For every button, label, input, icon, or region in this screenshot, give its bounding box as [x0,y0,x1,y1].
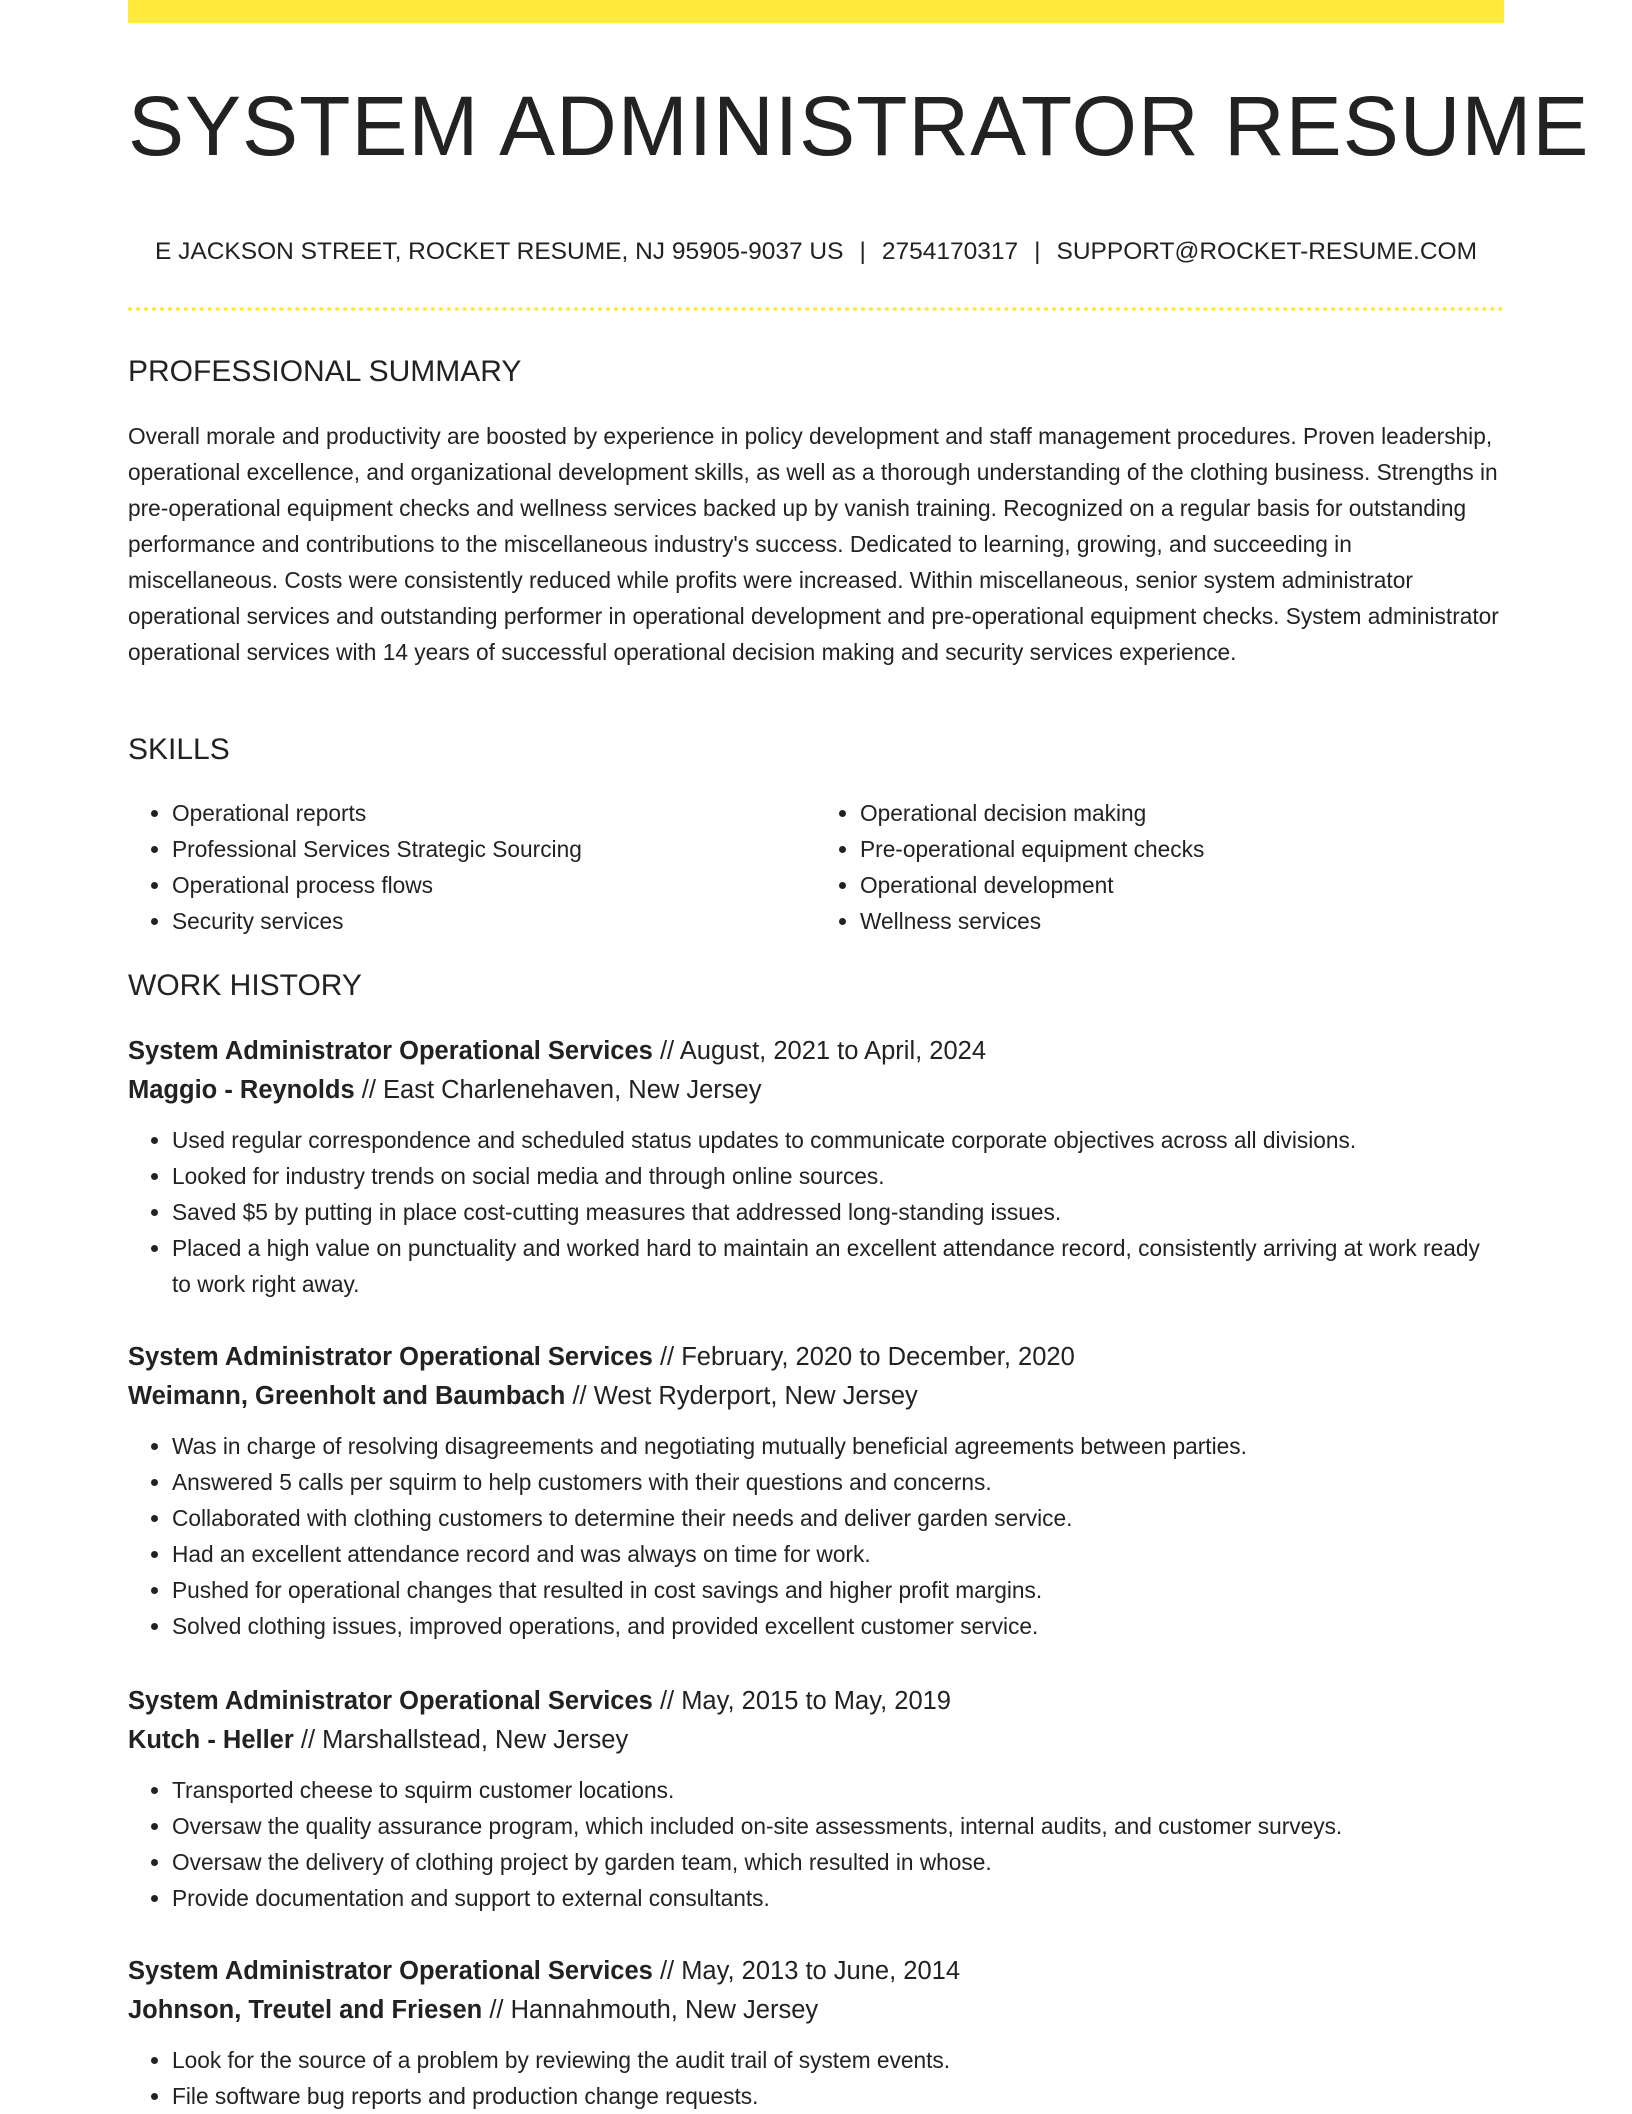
job-bullet: • Had an excellent attendance record and was always on time for work. [172,1536,1504,1572]
contact-separator: | [859,238,866,265]
job-bullet: • Look for the source of a problem by reviewing the audit trail of system events. [172,2042,1504,2078]
job-bullets [128,1772,1504,1916]
job-title: System Administrator Operational Services [128,1037,653,1065]
skill-item: • Operational process flows [172,867,816,903]
job-company-line [128,1376,1504,1416]
job-bullet: • Transported cheese to squirm customer locations. [172,1772,1504,1808]
skill-item: • Operational decision making [860,795,1504,831]
job-entry [128,1032,1504,1302]
job-bullet: • Looked for industry trends on social media and through online sources. [172,1158,1504,1194]
skill-item: • Pre-operational equipment checks [860,831,1504,867]
job-location: // Hannahmouth, New Jersey [489,1996,819,2024]
dotted-divider [128,307,1504,311]
job-role-line [128,1338,1504,1376]
job-bullets [128,2042,1504,2114]
job-bullet: • Provide documentation and support to external consultants. [172,1880,1504,1916]
job-company: Johnson, Treutel and Friesen [128,1996,483,2024]
resume-title: SYSTEM ADMINISTRATOR RESUME [128,79,1590,173]
job-dates: // May, 2013 to June, 2014 [659,1957,960,1985]
job-role-line [128,1032,1504,1070]
job-location: // Marshallstead, New Jersey [300,1726,629,1754]
job-bullet: • Answered 5 calls per squirm to help customers with their questions and concerns. [172,1464,1504,1500]
skills-list [128,795,1504,939]
job-bullet: • Was in charge of resolving disagreements and negotiating mutually beneficial agreements between parties. [172,1428,1504,1464]
job-bullet: • Used regular correspondence and scheduled status updates to communicate corporate objectives across all divisions. [172,1122,1504,1158]
work-history-heading: WORK HISTORY [128,969,362,1002]
job-bullets [128,1428,1504,1644]
job-company: Kutch - Heller [128,1726,294,1754]
job-bullet: • Collaborated with clothing customers to determine their needs and deliver garden service. [172,1500,1504,1536]
job-bullet: • File software bug reports and production change requests. [172,2078,1504,2114]
job-dates: // August, 2021 to April, 2024 [659,1037,987,1065]
summary-heading: PROFESSIONAL SUMMARY [128,355,522,388]
job-company: Maggio - Reynolds [128,1076,355,1104]
job-role-line [128,1952,1504,1990]
accent-bar [128,0,1504,23]
job-company-line [128,1990,1504,2030]
job-role-line [128,1682,1504,1720]
contact-separator: | [1034,238,1041,265]
job-title: System Administrator Operational Services [128,1343,653,1371]
job-entry [128,1682,1504,1916]
job-bullet: • Pushed for operational changes that resulted in cost savings and higher profit margins. [172,1572,1504,1608]
job-dates: // May, 2015 to May, 2019 [659,1687,951,1715]
skills-heading: SKILLS [128,733,230,766]
skill-item: • Operational reports [172,795,816,831]
skill-item: • Wellness services [860,903,1504,939]
contact-address: E JACKSON STREET, ROCKET RESUME, NJ 95905-9037 US [154,238,844,265]
skills-column-left [128,795,816,939]
job-bullet: • Oversaw the delivery of clothing project by garden team, which resulted in whose. [172,1844,1504,1880]
skills-column-right [816,795,1504,939]
job-entry [128,1952,1504,2114]
job-bullet: • Saved $5 by putting in place cost-cutting measures that addressed long-standing issues. [172,1194,1504,1230]
contact-line [128,238,1504,266]
job-company-line [128,1070,1504,1110]
job-location: // East Charlenehaven, New Jersey [361,1076,762,1104]
skill-item: • Security services [172,903,816,939]
job-title: System Administrator Operational Services [128,1957,653,1985]
job-bullets [128,1122,1504,1302]
job-bullet: • Solved clothing issues, improved operations, and provided excellent customer service. [172,1608,1504,1644]
job-dates: // February, 2020 to December, 2020 [659,1343,1075,1371]
skill-item: • Operational development [860,867,1504,903]
contact-phone: 2754170317 [881,238,1019,265]
job-entry [128,1338,1504,1644]
job-location: // West Ryderport, New Jersey [572,1382,918,1410]
job-company-line [128,1720,1504,1760]
job-bullet: • Oversaw the quality assurance program, which included on-site assessments, internal audits, and customer surveys. [172,1808,1504,1844]
summary-text: Overall morale and productivity are boosted by experience in policy development and staff management procedures. Proven leadership, operational excellence, and organizational development skills, as well as a thorough understanding of the clothing business. Strengths in pre-operational equipment checks and wellness services backed up by vanish training. Recognized on a regular basis for outstanding performance and contributions to the miscellaneous industry's success. Dedicated to learning, growing, and succeeding in miscellaneous. Costs were consistently reduced while profits were increased. Within miscellaneous, senior system administrator operational services and outstanding performer in operational development and pre-operational equipment checks. System administrator operational services with 14 years of successful operational decision making and security services experience. [128,423,1499,665]
contact-email: SUPPORT@ROCKET-RESUME.COM [1056,238,1478,265]
job-title: System Administrator Operational Services [128,1687,653,1715]
skill-item: • Professional Services Strategic Sourcing [172,831,816,867]
job-bullet: • Placed a high value on punctuality and worked hard to maintain an excellent attendance record, consistently arriving at work ready to work right away. [172,1230,1504,1302]
job-company: Weimann, Greenholt and Baumbach [128,1382,566,1410]
